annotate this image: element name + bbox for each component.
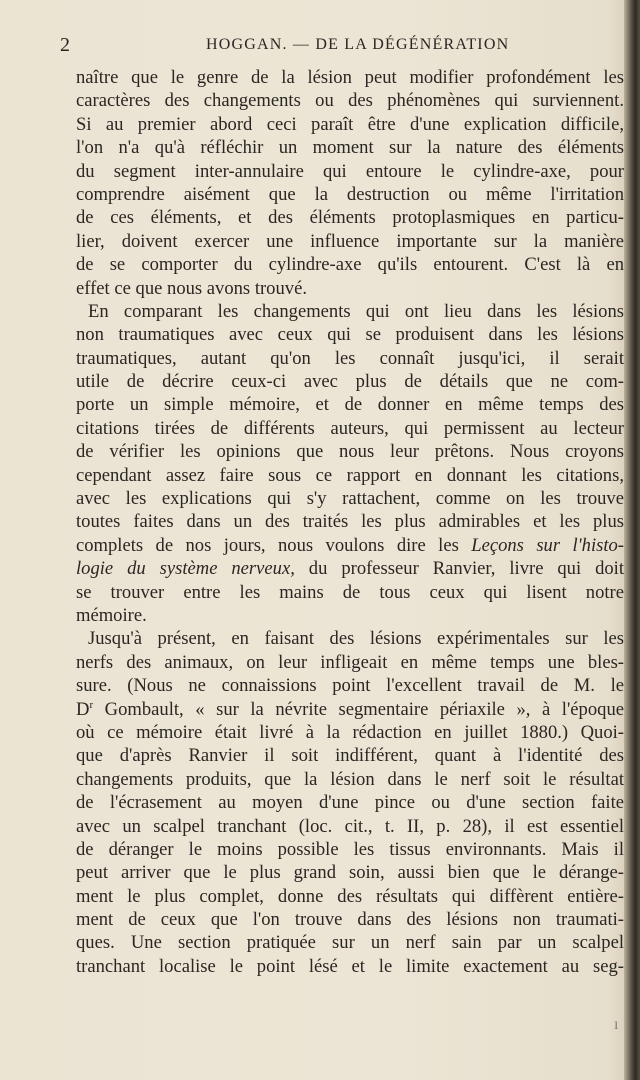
text-line: se trouver entre les mains de tous ceux qui lisent notre bbox=[76, 581, 624, 603]
text-line: de se comporter du cylindre-axe qu'ils entourent. C'est là en bbox=[76, 254, 624, 276]
text-run: du professeur Ranvier, livre qui doit bbox=[294, 558, 625, 580]
text-line: de déranger le moins possible les tissus environnants. Mais il bbox=[76, 838, 624, 860]
text-line: utile de décrire ceux-ci avec plus de détails que ne com- bbox=[76, 371, 624, 393]
text-line: peut arriver que le plus grand soin, aussi bien que le dérange- bbox=[76, 862, 624, 884]
text-line: ment le plus complet, donne des résultats qui diffèrent entière- bbox=[76, 885, 624, 907]
text-line: lier, doivent exercer une influence importante sur la manière bbox=[76, 230, 624, 252]
text-line: nerfs des animaux, on leur infligeait en même temps une bles- bbox=[76, 651, 624, 673]
text-line: toutes faites dans un des traités les plus admirables et les plus bbox=[76, 511, 624, 533]
text-line: changements produits, que la lésion dans le nerf soit le résultat bbox=[76, 768, 624, 790]
text-line: tranchant localise le point lésé et le limite exactement au seg- bbox=[76, 955, 624, 977]
text-line: cependant assez faire sous ce rapport en donnant les citations, bbox=[76, 464, 624, 486]
page-number: 2 bbox=[60, 34, 71, 56]
text-line: naître que le genre de la lésion peut modifier profondément les bbox=[76, 67, 624, 88]
text-line: caractères des changements ou des phénomènes qui surviennent. bbox=[76, 90, 624, 112]
body-text bbox=[76, 66, 624, 978]
text-line: Si au premier abord ceci paraît être d'une explication difficile, bbox=[76, 113, 624, 135]
text-run: complets de nos jours, nous voulons dire les bbox=[76, 534, 472, 556]
stray-print-mark: ı bbox=[614, 1016, 619, 1033]
text-line: avec les explications qui s'y rattachent, comme on les trouve bbox=[76, 488, 624, 510]
text-line: effet ce que nous avons trouvé. bbox=[76, 277, 307, 299]
book-binding-edge bbox=[624, 0, 640, 1080]
text-line: ques. Une section pratiquée sur un nerf sain par un scalpel bbox=[76, 932, 624, 954]
text-line: avec un scalpel tranchant (loc. cit., t. II, p. 28), il est essentiel bbox=[76, 815, 624, 837]
text-line: Jusqu'à présent, en faisant des lésions expérimentales sur les bbox=[88, 628, 624, 650]
doctor-abbrev-sup: r bbox=[89, 698, 94, 711]
text-line: où ce mémoire était livré à la rédaction en juillet 1880.) Quoi- bbox=[76, 721, 624, 743]
text-line: sure. (Nous ne connaissions point l'excellent travail de M. le bbox=[76, 675, 624, 697]
running-head: HOGGAN. — DE LA DÉGÉNÉRATION bbox=[206, 36, 510, 53]
text-line: l'on n'a qu'à réfléchir un moment sur la nature des éléments bbox=[76, 137, 624, 159]
text-line bbox=[76, 534, 624, 557]
text-line: non traumatiques avec ceux qui se produisent dans les lésions bbox=[76, 324, 624, 346]
book-title-italic: logie du système nerveux, bbox=[76, 558, 295, 580]
text-line: de ces éléments, et des éléments protoplasmiques en particu- bbox=[76, 207, 624, 229]
text-line: que d'après Ranvier il soit indifférent, quant à l'identité des bbox=[76, 745, 624, 767]
page-header bbox=[0, 34, 640, 62]
text-line bbox=[76, 698, 624, 721]
text-line: comprendre aisément que la destruction ou même l'irritation bbox=[76, 183, 624, 205]
text-line: du segment inter-annulaire qui entoure le cylindre-axe, pour bbox=[76, 160, 624, 182]
book-title-italic: Leçons sur l'histo- bbox=[471, 534, 625, 556]
text-line: de vérifier les opinions que nous leur prêtons. Nous croyons bbox=[76, 441, 624, 463]
text-line: ment de ceux que l'on trouve dans des lésions non traumati- bbox=[76, 909, 624, 931]
doctor-abbrev: D bbox=[76, 698, 90, 720]
text-line: mémoire. bbox=[76, 604, 147, 626]
text-line: de l'écrasement au moyen d'une pince ou d'une section faite bbox=[76, 792, 624, 814]
text-run: Gombault, « sur la névrite segmentaire périaxile », à l'époque bbox=[93, 698, 624, 720]
text-line: porte un simple mémoire, et de donner en même temps des bbox=[76, 394, 624, 416]
text-line: citations tirées de différents auteurs, qui permissent au lecteur bbox=[76, 417, 624, 439]
text-line bbox=[76, 557, 624, 580]
text-line: traumatiques, autant qu'on les connaît jusqu'ici, il serait bbox=[76, 347, 624, 369]
text-line: En comparant les changements qui ont lieu dans les lésions bbox=[88, 300, 624, 322]
